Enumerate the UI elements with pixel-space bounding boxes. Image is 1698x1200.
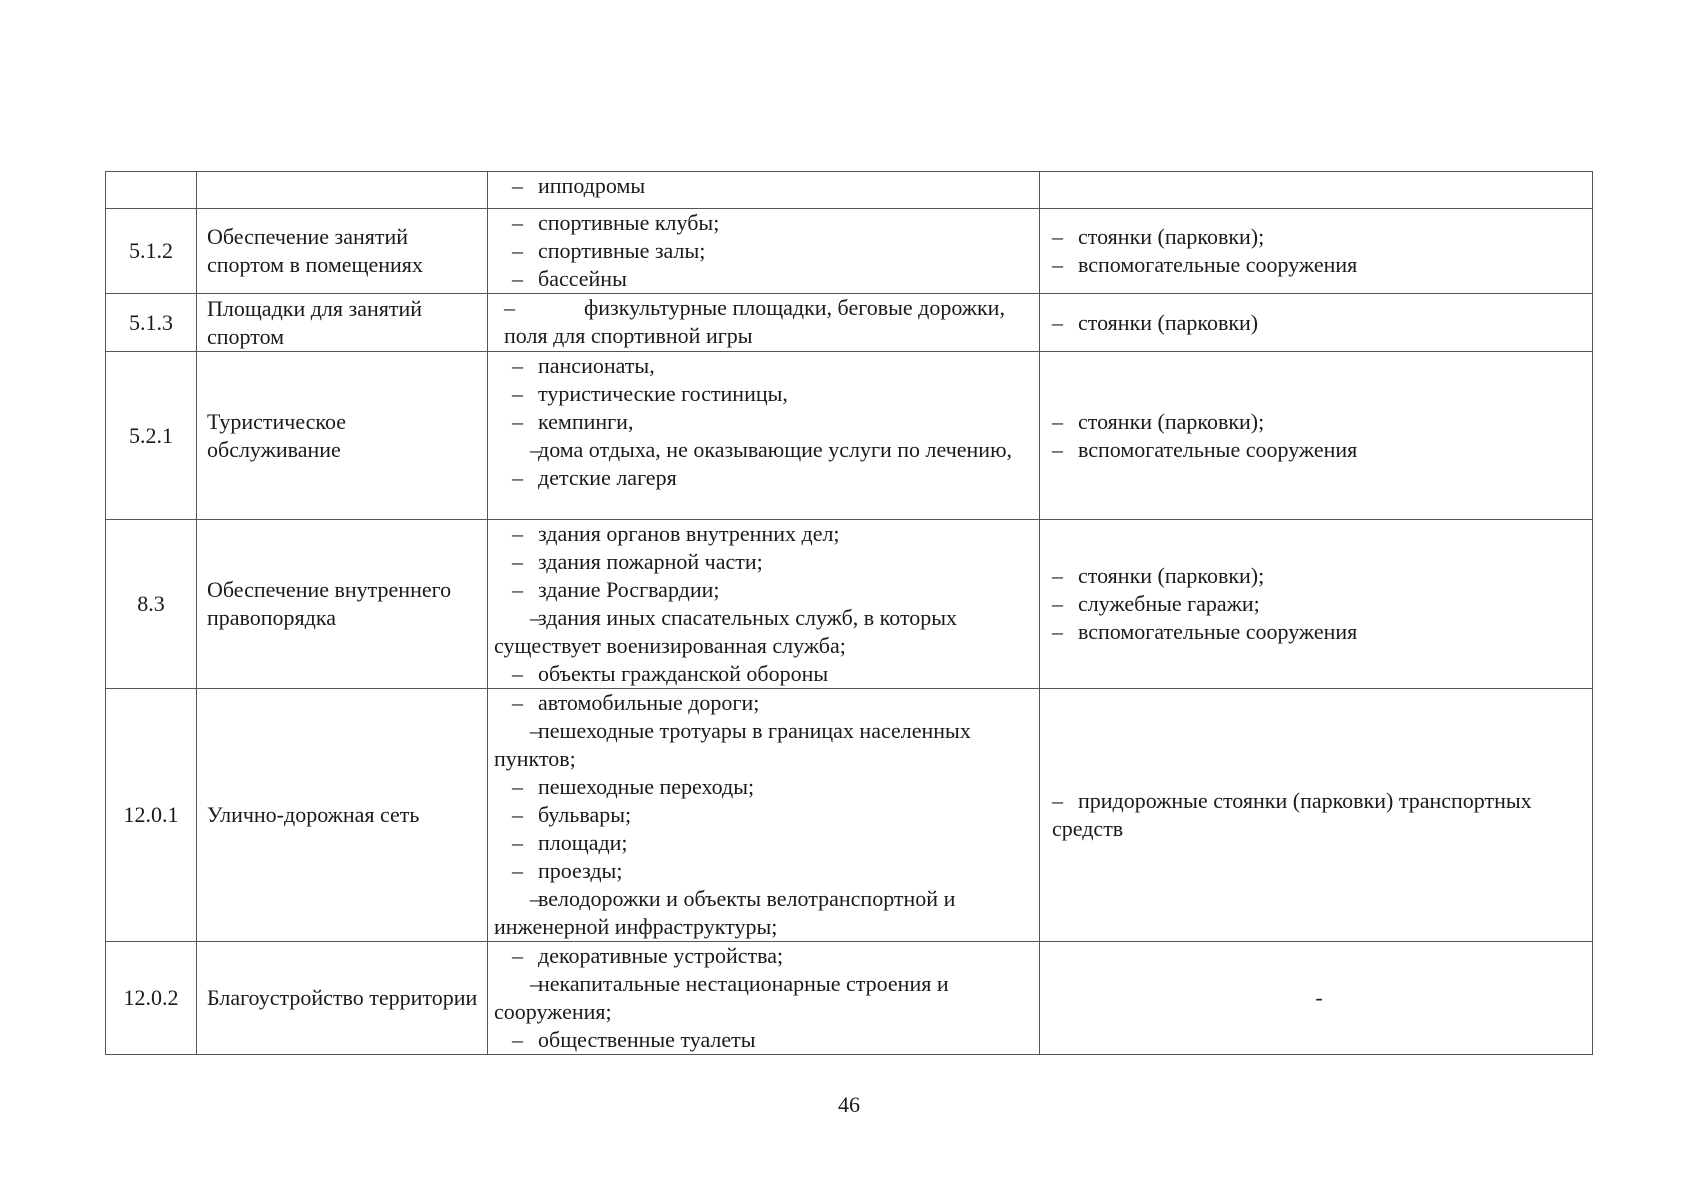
dash-marker: – — [1052, 224, 1063, 249]
list-item-text: здания иных спасательных служб, в которых существует военизированная служба; — [494, 605, 958, 658]
list-item — [494, 604, 1033, 660]
row-code: 5.2.1 — [106, 352, 197, 520]
list-item — [494, 265, 1033, 293]
dash-marker: – — [1052, 436, 1063, 462]
aux-uses-cell — [1040, 352, 1593, 520]
list-item-text: здания органов внутренних дел; — [538, 521, 840, 546]
list-item-text: пешеходные тротуары в границах населенных пунктов; — [494, 718, 971, 771]
table-row — [106, 942, 1593, 1055]
list-item-text: придорожные стоянки (парковки) транспортных средств — [1052, 788, 1532, 841]
list-item — [1052, 787, 1586, 843]
list-item — [494, 689, 1033, 717]
list-item — [494, 717, 1033, 773]
dash-marker: – — [512, 238, 523, 263]
dash-marker: – — [1052, 788, 1063, 813]
main-uses-cell — [488, 172, 1040, 209]
aux-uses-cell — [1040, 689, 1593, 942]
dash-marker: – — [512, 353, 523, 378]
list-item — [494, 209, 1033, 237]
aux-uses-cell: - — [1040, 942, 1593, 1055]
dash-marker: – — [512, 830, 523, 855]
table-row — [106, 172, 1593, 209]
dash-marker: – — [530, 437, 541, 462]
dash-marker: – — [1052, 619, 1063, 644]
table-row — [106, 520, 1593, 689]
main-uses-cell — [488, 352, 1040, 520]
dash-marker: – — [512, 802, 523, 827]
list-item-text: площади; — [538, 830, 628, 855]
dash-marker: – — [512, 661, 523, 686]
dash-marker: – — [1052, 252, 1063, 277]
list-item-text: туристические гостиницы, — [538, 381, 788, 406]
list-item-text: здание Росгвардии; — [538, 577, 720, 602]
aux-uses-cell — [1040, 294, 1593, 352]
list-item — [494, 548, 1033, 576]
row-name: Площадки для занятий спортом — [197, 294, 488, 352]
dash-marker: – — [512, 943, 523, 968]
list-item-text: вспомогательные сооружения — [1078, 436, 1358, 462]
row-code — [106, 172, 197, 209]
dash-marker: – — [512, 521, 523, 546]
list-item-text: объекты гражданской обороны — [538, 661, 829, 686]
dash-marker: – — [530, 971, 541, 996]
list-item-text: стоянки (парковки); — [1078, 224, 1265, 249]
list-item — [494, 829, 1033, 857]
list-item-text: служебные гаражи; — [1078, 591, 1260, 616]
list-item-text: стоянки (парковки) — [1078, 309, 1259, 335]
dash-marker: – — [530, 718, 541, 743]
list-item — [494, 380, 1033, 408]
list-item — [494, 172, 1033, 200]
list-item-text: физкультурные площадки, беговые дорожки, поля для спортивной игры — [504, 295, 1005, 348]
list-item-text: спортивные клубы; — [538, 210, 720, 235]
list-item-text: кемпинги, — [538, 409, 634, 434]
list-item — [494, 801, 1033, 829]
list-item-text: стоянки (парковки); — [1078, 563, 1265, 588]
dash-marker: – — [512, 210, 523, 235]
dash-marker: – — [512, 173, 523, 198]
list-item — [1052, 223, 1586, 251]
list-item-text: велодорожки и объекты велотранспортной и инженерной инфраструктуры; — [494, 886, 956, 939]
list-item — [1052, 251, 1586, 279]
aux-uses-cell — [1040, 520, 1593, 689]
list-item — [1052, 618, 1586, 646]
row-name: Обеспечение внутреннего правопорядка — [197, 520, 488, 689]
aux-uses-cell — [1040, 209, 1593, 294]
list-item-text: автомобильные дороги; — [538, 690, 760, 715]
list-item-text: вспомогательные сооружения — [1078, 619, 1358, 644]
row-name: Обеспечение занятий спортом в помещениях — [197, 209, 488, 294]
list-item — [1052, 562, 1586, 590]
dash-marker: – — [512, 549, 523, 574]
list-item-text: стоянки (парковки); — [1078, 408, 1265, 434]
dash-marker: – — [512, 690, 523, 715]
table-row — [106, 209, 1593, 294]
dash-marker: – — [1052, 563, 1063, 588]
row-code: 12.0.1 — [106, 689, 197, 942]
row-code: 5.1.2 — [106, 209, 197, 294]
dash-marker: – — [512, 1027, 523, 1052]
list-item-text: детские лагеря — [538, 465, 677, 490]
list-item — [494, 885, 1033, 941]
list-item-text: здания пожарной части; — [538, 549, 763, 574]
main-uses-cell — [488, 942, 1040, 1055]
dash-marker: – — [530, 605, 541, 630]
dash-marker: – — [1052, 309, 1063, 335]
list-item — [494, 576, 1033, 604]
list-item — [494, 1026, 1033, 1054]
main-uses-cell — [488, 209, 1040, 294]
dash-marker: – — [512, 465, 523, 490]
list-item — [1052, 408, 1586, 436]
row-name: Туристическое обслуживание — [197, 352, 488, 520]
list-item-text: проезды; — [538, 858, 623, 883]
row-name — [197, 172, 488, 209]
dash-marker: – — [1052, 591, 1063, 616]
dash-marker: – — [512, 266, 523, 291]
list-item — [494, 294, 1033, 350]
list-item-text: ипподромы — [538, 173, 646, 198]
dash-marker: – — [512, 858, 523, 883]
list-item-text: декоративные устройства; — [538, 943, 784, 968]
list-item — [494, 773, 1033, 801]
aux-uses-cell — [1040, 172, 1593, 209]
main-uses-cell — [488, 294, 1040, 352]
row-name: Улично-дорожная сеть — [197, 689, 488, 942]
list-item — [1052, 590, 1586, 618]
dash-marker: – — [512, 577, 523, 602]
list-item — [494, 520, 1033, 548]
list-item-text: некапитальные нестационарные строения и сооружения; — [494, 971, 949, 1024]
dash-marker: – — [1052, 408, 1063, 434]
dash-marker: – — [530, 886, 541, 911]
list-item — [494, 660, 1033, 688]
dash-marker: – — [512, 409, 523, 434]
row-name: Благоустройство территории — [197, 942, 488, 1055]
list-item — [1052, 309, 1586, 337]
table-row — [106, 352, 1593, 520]
list-item — [494, 237, 1033, 265]
dash-marker: – — [504, 295, 515, 320]
list-item-text: спортивные залы; — [538, 238, 706, 263]
row-code: 5.1.3 — [106, 294, 197, 352]
main-uses-cell — [488, 689, 1040, 942]
row-code: 12.0.2 — [106, 942, 197, 1055]
row-code: 8.3 — [106, 520, 197, 689]
list-item-text: бассейны — [538, 266, 627, 291]
main-uses-cell — [488, 520, 1040, 689]
list-item-text: пешеходные переходы; — [538, 774, 755, 799]
list-item — [494, 408, 1033, 436]
list-item-text: бульвары; — [538, 802, 632, 827]
dash-marker: – — [512, 774, 523, 799]
page-number: 46 — [838, 1092, 860, 1117]
list-item-text: общественные туалеты — [538, 1027, 756, 1052]
table-row — [106, 689, 1593, 942]
dash-marker: – — [512, 381, 523, 406]
list-item — [1052, 436, 1586, 464]
list-item — [494, 352, 1033, 380]
list-item — [494, 970, 1033, 1026]
list-item — [494, 464, 1033, 492]
table-row — [106, 294, 1593, 352]
list-item-text: вспомогательные сооружения — [1078, 252, 1358, 277]
list-item — [494, 436, 1033, 464]
list-item — [494, 942, 1033, 970]
list-item-text: дома отдыха, не оказывающие услуги по лечению, — [538, 437, 1013, 462]
list-item — [494, 857, 1033, 885]
land-use-table — [105, 171, 1593, 1055]
list-item-text: пансионаты, — [538, 353, 655, 378]
